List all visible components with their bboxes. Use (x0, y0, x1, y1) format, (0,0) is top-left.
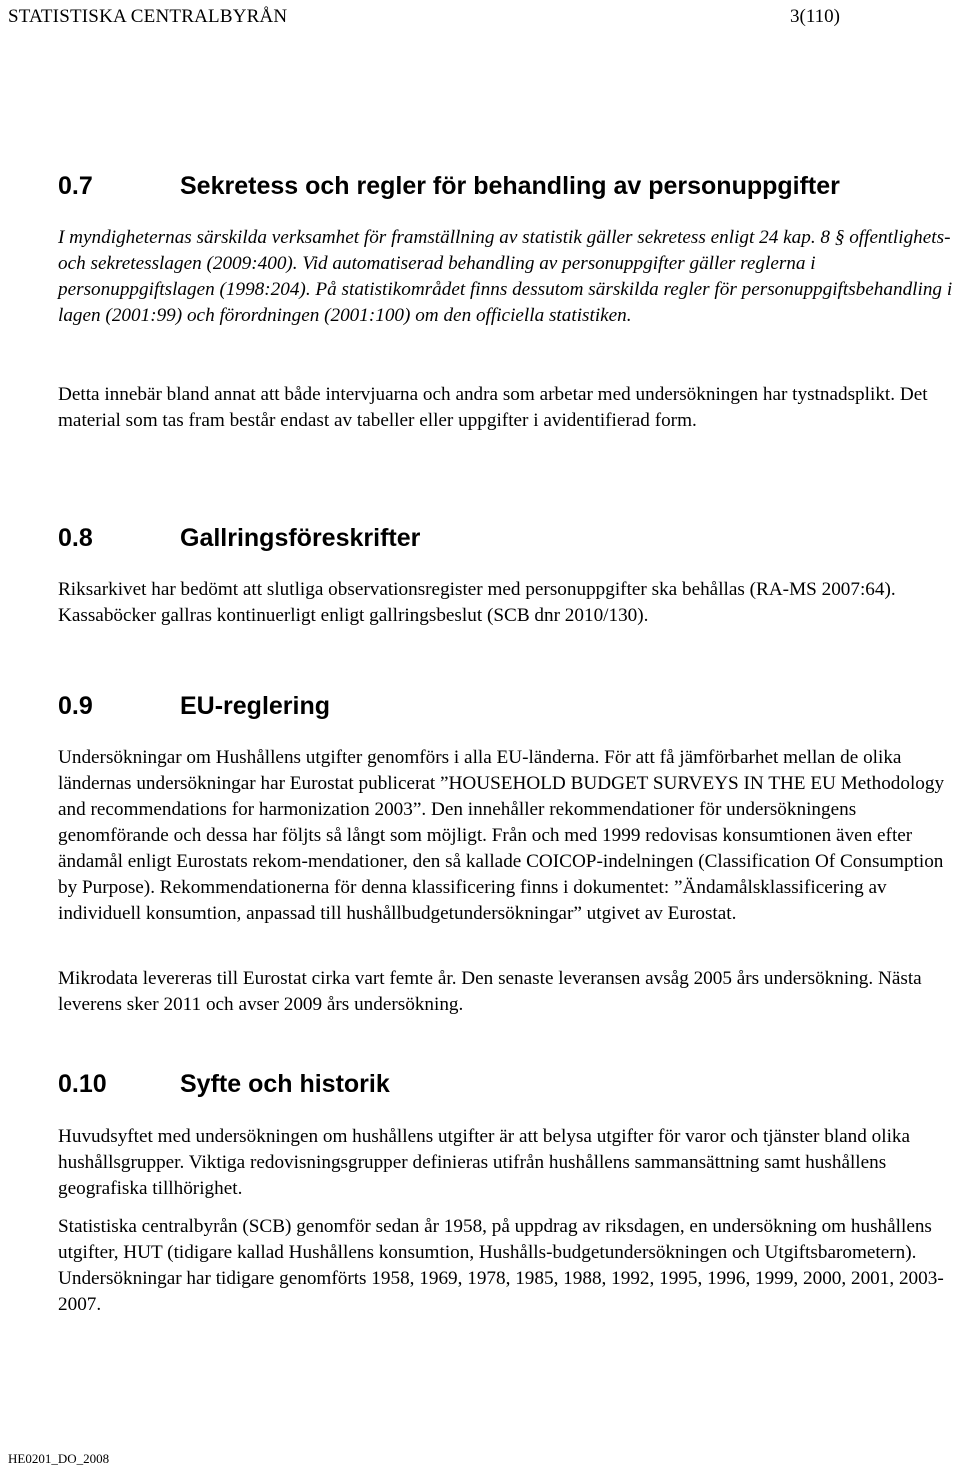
page-number: 3(110) (790, 6, 840, 27)
section-heading-0-8 (58, 523, 938, 553)
section-title: Sekretess och regler för behandling av personuppgifter (180, 172, 840, 200)
section-number: 0.9 (58, 692, 93, 720)
section-title: Syfte och historik (180, 1070, 390, 1098)
document-code: HE0201_DO_2008 (8, 1451, 110, 1466)
paragraph-syfte: Huvudsyftet med undersökningen om hushållens utgifter är att belysa utgifter för varor och tjänster bland olika hushållsgrupper. Viktiga redovisningsgrupper definieras utifrån hushållens sammansättning samt hushållens geografiska tillhörighet. (58, 1126, 911, 1199)
section-title: Gallringsföreskrifter (180, 524, 421, 552)
section-heading-0-7 (58, 171, 938, 201)
organization-name: STATISTISKA CENTRALBYRÅN (8, 6, 288, 27)
section-number: 0.7 (58, 172, 93, 200)
section-title: EU-reglering (180, 692, 331, 720)
paragraph-gallring: Riksarkivet har bedömt att slutliga observationsregister med personuppgifter ska behållas (RA-MS 2007:64). Kassaböcker gallras kontinuerligt enligt gallringsbeslut (SCB dnr 2010/130). (58, 579, 896, 626)
paragraph-tystnadsplikt: Detta innebär bland annat att både intervjuarna och andra som arbetar med undersökningen har tystnadsplikt. Det material som tas fram består endast av tabeller eller uppgifter i avidentifierad form. (58, 384, 928, 431)
paragraph-mikrodata: Mikrodata levereras till Eurostat cirka vart femte år. Den senaste leveransen avsåg 2005 års undersökning. Nästa leverens sker 2011 och avser 2009 års undersökning. (58, 968, 922, 1015)
section-heading-0-10 (58, 1069, 938, 1099)
section-heading-0-9 (58, 691, 938, 721)
section-number: 0.10 (58, 1070, 107, 1098)
paragraph-historik: Statistiska centralbyrån (SCB) genomför sedan år 1958, på uppdrag av riksdagen, en undersökning om hushållens utgifter, HUT (tidigare kallad Hushållens konsumtion, Hushålls-budgetundersökningen och Utgiftsbarometern). Undersökningar har tidigare genomförts 1958, 1969, 1978, 1985, 1988, 1992, 1995, 1996, 1999, 2000, 2001, 2003-2007. (58, 1216, 944, 1315)
paragraph-sekretess-legal: I myndigheternas särskilda verksamhet för framställning av statistik gäller sekretess enligt 24 kap. 8 § offentlighets- och sekretesslagen (2009:400). Vid automatiserad behandling av personuppgifter gäller reglerna i personuppgiftslagen (1998:204). På statistikområdet finns dessutom särskilda regler för personuppgiftsbehandling i lagen (2001:99) och förordningen (2001:100) om den officiella statistiken. (58, 227, 953, 326)
page-header (8, 4, 952, 34)
paragraph-eu-regulation: Undersökningar om Hushållens utgifter genomförs i alla EU-länderna. För att få jämförbarhet mellan de olika ländernas undersökningar har Eurostat publicerat ”HOUSEHOLD BUDGET SURVEYS IN THE EU Methodology and recommendations for harmonization 2003”. Den innehåller rekommendationer för undersökningens genomförande och dessa har följts så långt som möjligt. Från och med 1999 redovisas konsumtionen även efter ändamål enligt Eurostats rekom-mendationer, den så kallade COICOP-indelningen (Classification Of Consumption by Purpose). Rekommendationerna för denna klassificering finns i dokumentet: ”Ändamålsklassificering av individuell konsumtion, anpassad till hushållbudgetundersökningar” utgivet av Eurostat. (58, 747, 945, 924)
section-number: 0.8 (58, 524, 93, 552)
